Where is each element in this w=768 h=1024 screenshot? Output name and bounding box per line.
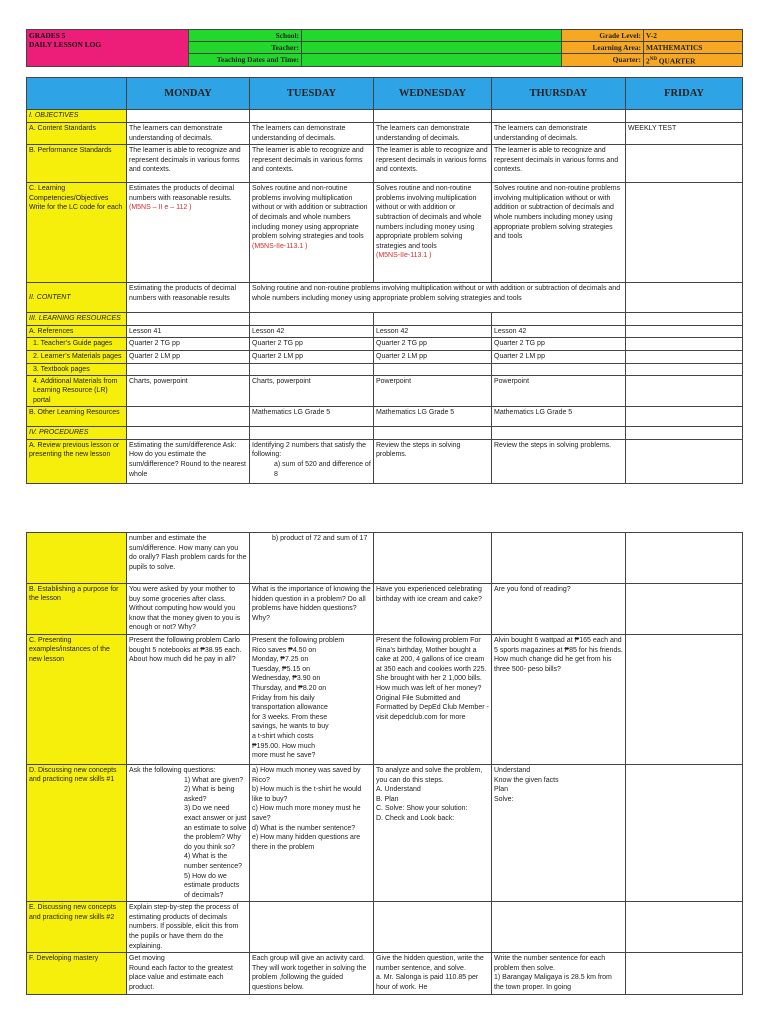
additional-wed: Powerpoint xyxy=(374,376,492,407)
header-table xyxy=(26,29,743,67)
review-thu: Review the steps in solving problems. xyxy=(492,439,626,483)
lesson-table-1 xyxy=(26,77,743,483)
tg-wed: Quarter 2 TG pp xyxy=(374,338,492,351)
lc-code-wed: (M5NS-IIe-113.1 ) xyxy=(376,252,432,260)
purpose-tue: What is the importance of knowing the hidden question in a problem? Do all problems have hidden questions? Why? xyxy=(250,584,374,635)
competency-wed: Solves routine and non-routine problems involving multiplication without or with addition or subtraction of decimals and whole numbers including money using appropriate problem solving strategies and tools (M5NS-IIe-113.1 ) xyxy=(374,183,492,283)
perf-std-thu: The learner is able to recognize and represent decimals in various forms and contexts. xyxy=(492,145,626,183)
competency-mon: Estimates the products of decimal numbers with reasonable results. (M5NS – II e – 112 ) xyxy=(127,183,250,283)
other-tue: Mathematics LG Grade 5 xyxy=(250,407,374,427)
dates-label: Teaching Dates and Time: xyxy=(189,54,302,67)
perf-std-tue: The learner is able to recognize and represent decimals in various forms and contexts. xyxy=(250,145,374,183)
tg-tue: Quarter 2 TG pp xyxy=(250,338,374,351)
school-field[interactable] xyxy=(302,30,562,42)
lm-tue: Quarter 2 LM pp xyxy=(250,351,374,364)
content-mon: Estimating the products of decimal numbers with reasonable results xyxy=(127,283,250,313)
present-thu: Alvin bought 6 wattpad at ₱165 each and 5 sports magazines at ₱85 for his friends. How much change did he get from his three 500- peso bills? xyxy=(492,634,626,764)
discuss1-mon: Ask the following questions: 1) What are given? 2) What is being asked? 3) Do we need exact answer or just an estimate to solve the problem? Why do you think so? 4) What is the number sentence? 5) How do we estimate products of decimals? xyxy=(127,764,250,901)
present-tue: Present the following problem Rico saves ₱4.50 on Monday, ₱7.25 on Tuesday, ₱5.15 on Wednesday, ₱3.90 on Thursday, and ₱8.20 on Friday from his daily transportation allowance for 3 weeks. From these savings, he wants to buy a t-shirt which costs ₱195.00. How much more must he save? xyxy=(250,634,374,764)
discuss1-tue: a) How much money was saved by Rico? b) How much is the t-shirt he would like to buy? c) How much more money must he save? d) What is the number sentence? e) How many hidden questions are there in the problem xyxy=(250,764,374,901)
title-cell xyxy=(27,30,189,67)
content-std-mon: The learners can demonstrate understanding of decimals. xyxy=(127,123,250,145)
lesson-tue: Lesson 42 xyxy=(250,325,374,338)
other-wed: Mathematics LG Grade 5 xyxy=(374,407,492,427)
lesson-thu: Lesson 42 xyxy=(492,325,626,338)
additional-materials-label: 4. Additional Materials from Learning Resource (LR) portal xyxy=(27,376,127,407)
day-thursday: THURSDAY xyxy=(492,78,626,110)
content-std-tue: The learners can demonstrate understanding of decimals. xyxy=(250,123,374,145)
lm-pages-label: 2. Learner’s Materials pages xyxy=(27,351,127,364)
lesson-mon: Lesson 41 xyxy=(127,325,250,338)
tg-pages-label: 1. Teacher’s Guide pages xyxy=(27,338,127,351)
purpose-wed: Have you experienced celebrating birthday with ice cream and cake? xyxy=(374,584,492,635)
lm-thu: Quarter 2 LM pp xyxy=(492,351,626,364)
content-std-thu: The learners can demonstrate understanding of decimals. xyxy=(492,123,626,145)
lesson-table-2 xyxy=(26,532,743,995)
mastery-mon: Get moving Round each factor to the greatest place value and estimate each product. xyxy=(127,953,250,995)
discussing-1-label: D. Discussing new concepts and practicing new skills #1 xyxy=(27,764,127,901)
additional-mon: Charts, powerpoint xyxy=(127,376,250,407)
content-std-wed: The learners can demonstrate understanding of decimals. xyxy=(374,123,492,145)
presenting-label: C. Presenting examples/instances of the new lesson xyxy=(27,634,127,764)
discussing-2-label: E. Discussing new concepts and practicing new skills #2 xyxy=(27,902,127,953)
teacher-label: Teacher: xyxy=(189,42,302,54)
day-monday: MONDAY xyxy=(127,78,250,110)
competency-tue: Solves routine and non-routine problems involving multiplication without or with addition or subtraction of decimals and whole numbers including money using appropriate problem solving strategies and tools (M5NS-IIe-113.1 ) xyxy=(250,183,374,283)
purpose-thu: Are you fond of reading? xyxy=(492,584,626,635)
other-resources-label: B. Other Learning Resources xyxy=(27,407,127,427)
present-mon: Present the following problem Carlo bought 5 notebooks at ₱38.95 each. About how much did he pay in all? xyxy=(127,634,250,764)
mastery-label: F. Developing mastery xyxy=(27,953,127,995)
content-standards-label: A. Content Standards xyxy=(27,123,127,145)
review-tue: Identifying 2 numbers that satisfy the following: a) sum of 520 and difference of 8 xyxy=(250,439,374,483)
references-label: A. References xyxy=(27,325,127,338)
discuss1-thu: Understand Know the given facts Plan Solve: xyxy=(492,764,626,901)
learning-area-value: MATHEMATICS xyxy=(644,42,743,54)
review-tue-cont: b) product of 72 and sum of 17 xyxy=(250,533,374,584)
tg-mon: Quarter 2 TG pp xyxy=(127,338,250,351)
learning-resources-heading: III. LEARNING RESOURCES xyxy=(27,313,127,326)
dates-field[interactable] xyxy=(302,54,562,67)
lm-mon: Quarter 2 LM pp xyxy=(127,351,250,364)
competency-thu: Solves routine and non-routine problems involving multiplication without or with addition or subtraction of decimals and whole numbers including money using appropriate problem solving strategies and tools xyxy=(492,183,626,283)
lc-code-mon: (M5NS – II e – 112 ) xyxy=(129,204,192,212)
day-friday: FRIDAY xyxy=(626,78,743,110)
mastery-tue: Each group will give an activity card. They will work together in solving the problem ,following the guided questions below. xyxy=(250,953,374,995)
day-tuesday: TUESDAY xyxy=(250,78,374,110)
learning-area-label: Learning Area: xyxy=(562,42,644,54)
additional-tue: Charts, powerpoint xyxy=(250,376,374,407)
content-heading: II. CONTENT xyxy=(27,283,127,313)
review-mon: Estimating the sum/difference Ask: How do you estimate the sum/difference? Round to the nearest whole xyxy=(127,439,250,483)
objectives-heading: I. OBJECTIVES xyxy=(27,110,127,123)
mastery-wed: Give the hidden question, write the number sentence, and solve. a. Mr. Salonga is paid 110.85 per hour of work. He xyxy=(374,953,492,995)
day-wednesday: WEDNESDAY xyxy=(374,78,492,110)
teacher-field[interactable] xyxy=(302,42,562,54)
review-wed: Review the steps in solving problems. xyxy=(374,439,492,483)
lm-wed: Quarter 2 LM pp xyxy=(374,351,492,364)
review-label-continued xyxy=(27,533,127,584)
lesson-wed: Lesson 42 xyxy=(374,325,492,338)
competencies-label: C. Learning Competencies/Objectives Write for the LC code for each xyxy=(27,183,127,283)
perf-std-mon: The learner is able to recognize and represent decimals in various forms and contexts. xyxy=(127,145,250,183)
purpose-mon: You were asked by your mother to buy some groceries after class. Without computing how would you know that the money given to you is enough or not? Why? xyxy=(127,584,250,635)
content-tue-thu: Solving routine and non-routine problems involving multiplication without or with addition or subtraction of decimals and whole numbers including money using appropriate problem solving strategies and tools xyxy=(250,283,626,313)
perf-std-wed: The learner is able to recognize and represent decimals in various forms and contexts. xyxy=(374,145,492,183)
school-label: School: xyxy=(189,30,302,42)
grade-level-value: V-2 xyxy=(644,30,743,42)
discuss2-mon: Explain step-by-step the process of estimating products of decimals numbers. If possible, elicit this from the pupils or have them do the explaining. xyxy=(127,902,250,953)
procedures-heading: IV. PROCEDURES xyxy=(27,427,127,440)
tg-thu: Quarter 2 TG pp xyxy=(492,338,626,351)
lc-code-tue: (M5NS-IIe-113.1 ) xyxy=(252,242,308,250)
corner-cell xyxy=(27,78,127,110)
purpose-label: B. Establishing a purpose for the lesson xyxy=(27,584,127,635)
discuss1-wed: To analyze and solve the problem, you can do this steps. A. Understand B. Plan C. Solve: Show your solution: D. Check and Look back: xyxy=(374,764,492,901)
lesson-log-page-1 xyxy=(26,29,742,484)
grades-title: GRADES 5 xyxy=(29,31,66,40)
review-mon-cont: number and estimate the sum/difference. How many can you do orally? Flash problem cards for the pupils to solve. xyxy=(127,533,250,584)
additional-thu: Powerpoint xyxy=(492,376,626,407)
textbook-pages-label: 3. Textbook pages xyxy=(27,363,127,375)
source-note: Original File Submitted and Formatted by DepEd Club Member - visit depedclub.com for more xyxy=(376,694,489,721)
performance-standards-label: B. Performance Standards xyxy=(27,145,127,183)
mastery-thu: Write the number sentence for each problem then solve. 1) Barangay Maligaya is 28.5 km from the town proper. In going xyxy=(492,953,626,995)
daily-lesson-log-title: DAILY LESSON LOG xyxy=(29,40,102,49)
quarter-value: 2ND QUARTER xyxy=(644,54,743,67)
quarter-label: Quarter: xyxy=(562,54,644,67)
present-wed: Present the following problem For Rina’s birthday, Mother bought a cake at 200, 4 gallons of ice cream at 350 each and cookies worth 225. She brought with her 2 1,000 bills. How much was left of her money? Original File Submitted and Formatted by DepEd Club Member - visit depedclub.com for more xyxy=(374,634,492,764)
lesson-log-page-2 xyxy=(26,532,742,995)
grade-level-label: Grade Level: xyxy=(562,30,644,42)
review-label: A. Review previous lesson or presenting the new lesson xyxy=(27,439,127,483)
other-thu: Mathematics LG Grade 5 xyxy=(492,407,626,427)
weekly-test: WEEKLY TEST xyxy=(626,123,743,145)
